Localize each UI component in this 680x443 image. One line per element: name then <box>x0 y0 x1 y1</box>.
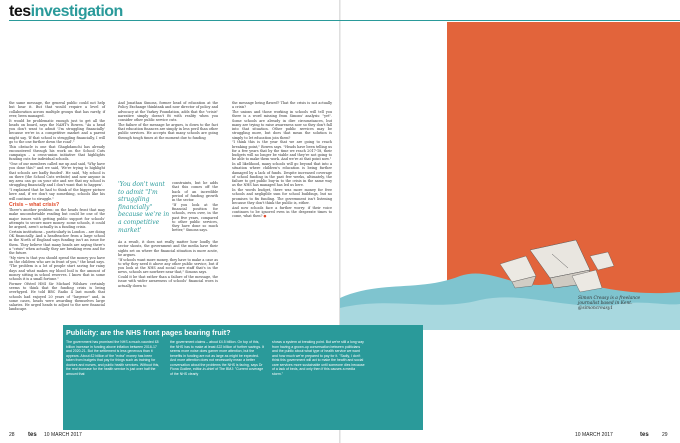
header-rule <box>9 20 680 21</box>
paragraph: "My view is that you should spend the money you have on the children who are in front of you," the head says. "The problem is a lot of people start saving for rainy days and what makes my blood boil is the amount of money sitting in school reserves. I know that in some schools it is a small fortune." <box>9 255 105 281</box>
paragraph: "If schools want more money, they have to make a case as to why they need it above any other public service, but if you look at the NHS and social care staff that's in the news, schools are nowhere near that," Simons says. <box>118 257 218 275</box>
paragraph: "If you look at the financial position for schools, even over, in the past five years, compared to other public services, they have done so much better," Simons says. <box>172 202 218 233</box>
sidebar-column-2: the government claims – about £4.5 billion. On top of this, the NHS has to make at least £22 billion of further savings. It seems more noise does garner more attention, but the benefits in funding are not as large as might be expected. And more attention does not necessarily mean a better conversation about the problems the NHS is facing, says Dr Fiona Godlee, editor-in-chief of The BMJ: "Current coverage of the NHS clearly <box>170 340 264 376</box>
paragraph: In the words budget, there was more money for free schools and negligible sum for school buildings, but no promises to fix funding. The government isn't listening because they don't think the public is, either. <box>232 188 332 205</box>
paragraph: "I think this is the year that we are going to reach breaking point," Bowen says. "Heads have been telling us for a few years that by the time we reach 2017-18, their budgets will no longer be viable and they're not going to be able to make them work. And we're at that point now." <box>232 140 332 162</box>
paragraph: There's another problem: on the heads front that may make uncomfortable reading but could be one of the major issues with getting public support for schools' attempts to secure more money: some schools, it could be argued, aren't actually in a funding crisis. <box>9 208 105 229</box>
article-column-1 <box>9 101 105 312</box>
paragraph <box>232 206 332 219</box>
footer-brand-right-text: tes <box>640 432 649 438</box>
footer-date-right: 10 MARCH 2017 <box>575 432 613 438</box>
header-section: investigation <box>30 3 123 20</box>
paragraph: constraints, but he adds that this comes off the back of an incredible period of funding growth in the sector. <box>172 181 218 202</box>
paragraph: It would be problematic enough just to get all the heads on board, says the NAHT's Bowen. "As a head you don't want to admit 'I'm struggling financially' because we're in a competitive market and a parent might say, 'If that school is struggling financially, I will go to the one further down the road'." <box>9 118 105 144</box>
header-brand: tes <box>9 3 31 20</box>
paragraph: And Jonathan Simons, former head of education at the Policy Exchange thinktank and now director of policy and advocacy at the Varkey Foundation, adds that the "crisis" narrative simply doesn't fit with reality when you consider other public service cuts. <box>118 101 218 122</box>
pull-quote: 'You don't want to admit "I'm struggling financially" because we're in a competitive market' <box>118 181 170 234</box>
paragraph: Certain institutions – particularly in London – are doing OK financially. And a headteacher from a large school in the North of England says funding isn't an issue for them. They believe that many heads are saying there's a "crisis" when actually they are breaking even and for the future. <box>9 229 105 255</box>
footer-brand-left <box>28 432 37 438</box>
closing-paragraph: And now schools face a further worry: if their voice continues to be ignored even in the desperate times to come, what then? <box>232 205 332 218</box>
paragraph: "One of our members called me up and said, 'Why have you done this?' and we said, 'We're trying to highlight that schools are badly funded'. He said, 'My school is on there (the School Cuts website) and now anyone in my area can go on your site and see that my school is struggling financially and I don't want that to happen'. <box>9 162 105 188</box>
paragraph: As a result, it does not really matter how loudly the sector shouts, the government and the media have their sights set on where the financial situation is more acute, he argues. <box>118 240 218 257</box>
boat-small-3 <box>590 252 614 270</box>
sidebar-column-3: shows a system at breaking point. But we're still a long way from having a grown-up conversation between politicians and the public about what type of health service we want and how much we're prepared to pay for it. "Sadly, I don't think this government will act to make the health and social care services more sustainable until someone dies because of a lack of beds, and only then if this causes a media storm." <box>272 340 365 376</box>
article-column-2c <box>118 240 218 288</box>
paragraph: The unions and those working in schools will tell you there is a word missing from Simons' analysis: "yet". Some schools are already in dire circumstances, but many are trying to raise awareness now so they don't fall into that situation. Other public services may be struggling more, but does that mean the solution is simply to let education join them? <box>232 110 332 140</box>
magazine-header <box>9 3 123 21</box>
paragraph: the same message, the general public could not help but hear it. But that would require a level of collaboration across multiple groups that has rarely, if ever, been managed. <box>9 101 105 118</box>
subheading: Crisis – what crisis? <box>9 201 60 208</box>
paragraph: In all likelihood, many schools will go beyond that into a situation where children's education is being further damaged by a lack of funds. Despite increased coverage of school funding in the past few weeks, ultimately, the failure to get public buy-in to the crisis in the same way as the NHS has managed has led us here. <box>232 162 332 188</box>
sidebar-column-1: The government has promised the NHS a much-vaunted £8 billion increase in funding above inflation between 2016-17 and 2020-21. But the settlement is less generous than it appears. About £2 billion of the "extra" money has been taken from budgets that pay for things such as training for doctors and nurses, and public health services. Without this, the real increase for the health service is just over half the amount that <box>66 340 160 376</box>
paragraph: This obstacle is one that Ghaghdamchi has already encountered through his work on the School Cuts campaign – a cross-union initiative that highlights funding cuts for individual schools. <box>9 144 105 162</box>
article-column-2b <box>172 181 218 233</box>
paragraph: Could it be that rather than a failure of the message, the issue with wider awareness of schools' financial woes is actually down to <box>118 275 218 288</box>
author-note <box>578 296 678 312</box>
page-number-left: 28 <box>9 432 15 438</box>
paragraph: The failure of the message he argues, is down to the fact that education finances are simply in less peril than other public services. He accepts that many schools are going through tough times at the moment due to funding <box>118 122 218 140</box>
end-mark-icon: ● <box>263 214 267 218</box>
sidebar-title: Publicity: are the NHS front pages bearing fruit? <box>66 328 231 337</box>
author-line-1: Simon Creasy is a freelance <box>578 296 641 301</box>
article-column-2 <box>118 101 218 140</box>
page-number-right: 29 <box>662 432 668 438</box>
paragraph: the message being flawed? That the crisis is not actually a crisis? <box>232 101 332 110</box>
footer-date-left: 10 MARCH 2017 <box>44 432 82 438</box>
author-line-2: journalist based in Kent. <box>578 301 633 307</box>
paragraph: Former Ofsted HMI Sir Michael Wilshaw certainly seems to think that the funding crisis is being overhyped. He told BBC Radio 4 last month that schools had enjoyed 20 years of "largesse" and, in some cases, heads were awarding themselves large salaries. He urged heads to adjust to the new financial landscape. <box>9 281 105 312</box>
paragraph: "I explained that he had to think of the bigger picture here and, if we don't say something, schools like his will continue to struggle." <box>9 188 105 201</box>
footer-brand-left-text: tes <box>28 432 37 438</box>
footer-brand-right <box>640 432 649 438</box>
author-handle: @simoncreasy1 <box>578 306 613 312</box>
article-column-3 <box>232 101 332 219</box>
